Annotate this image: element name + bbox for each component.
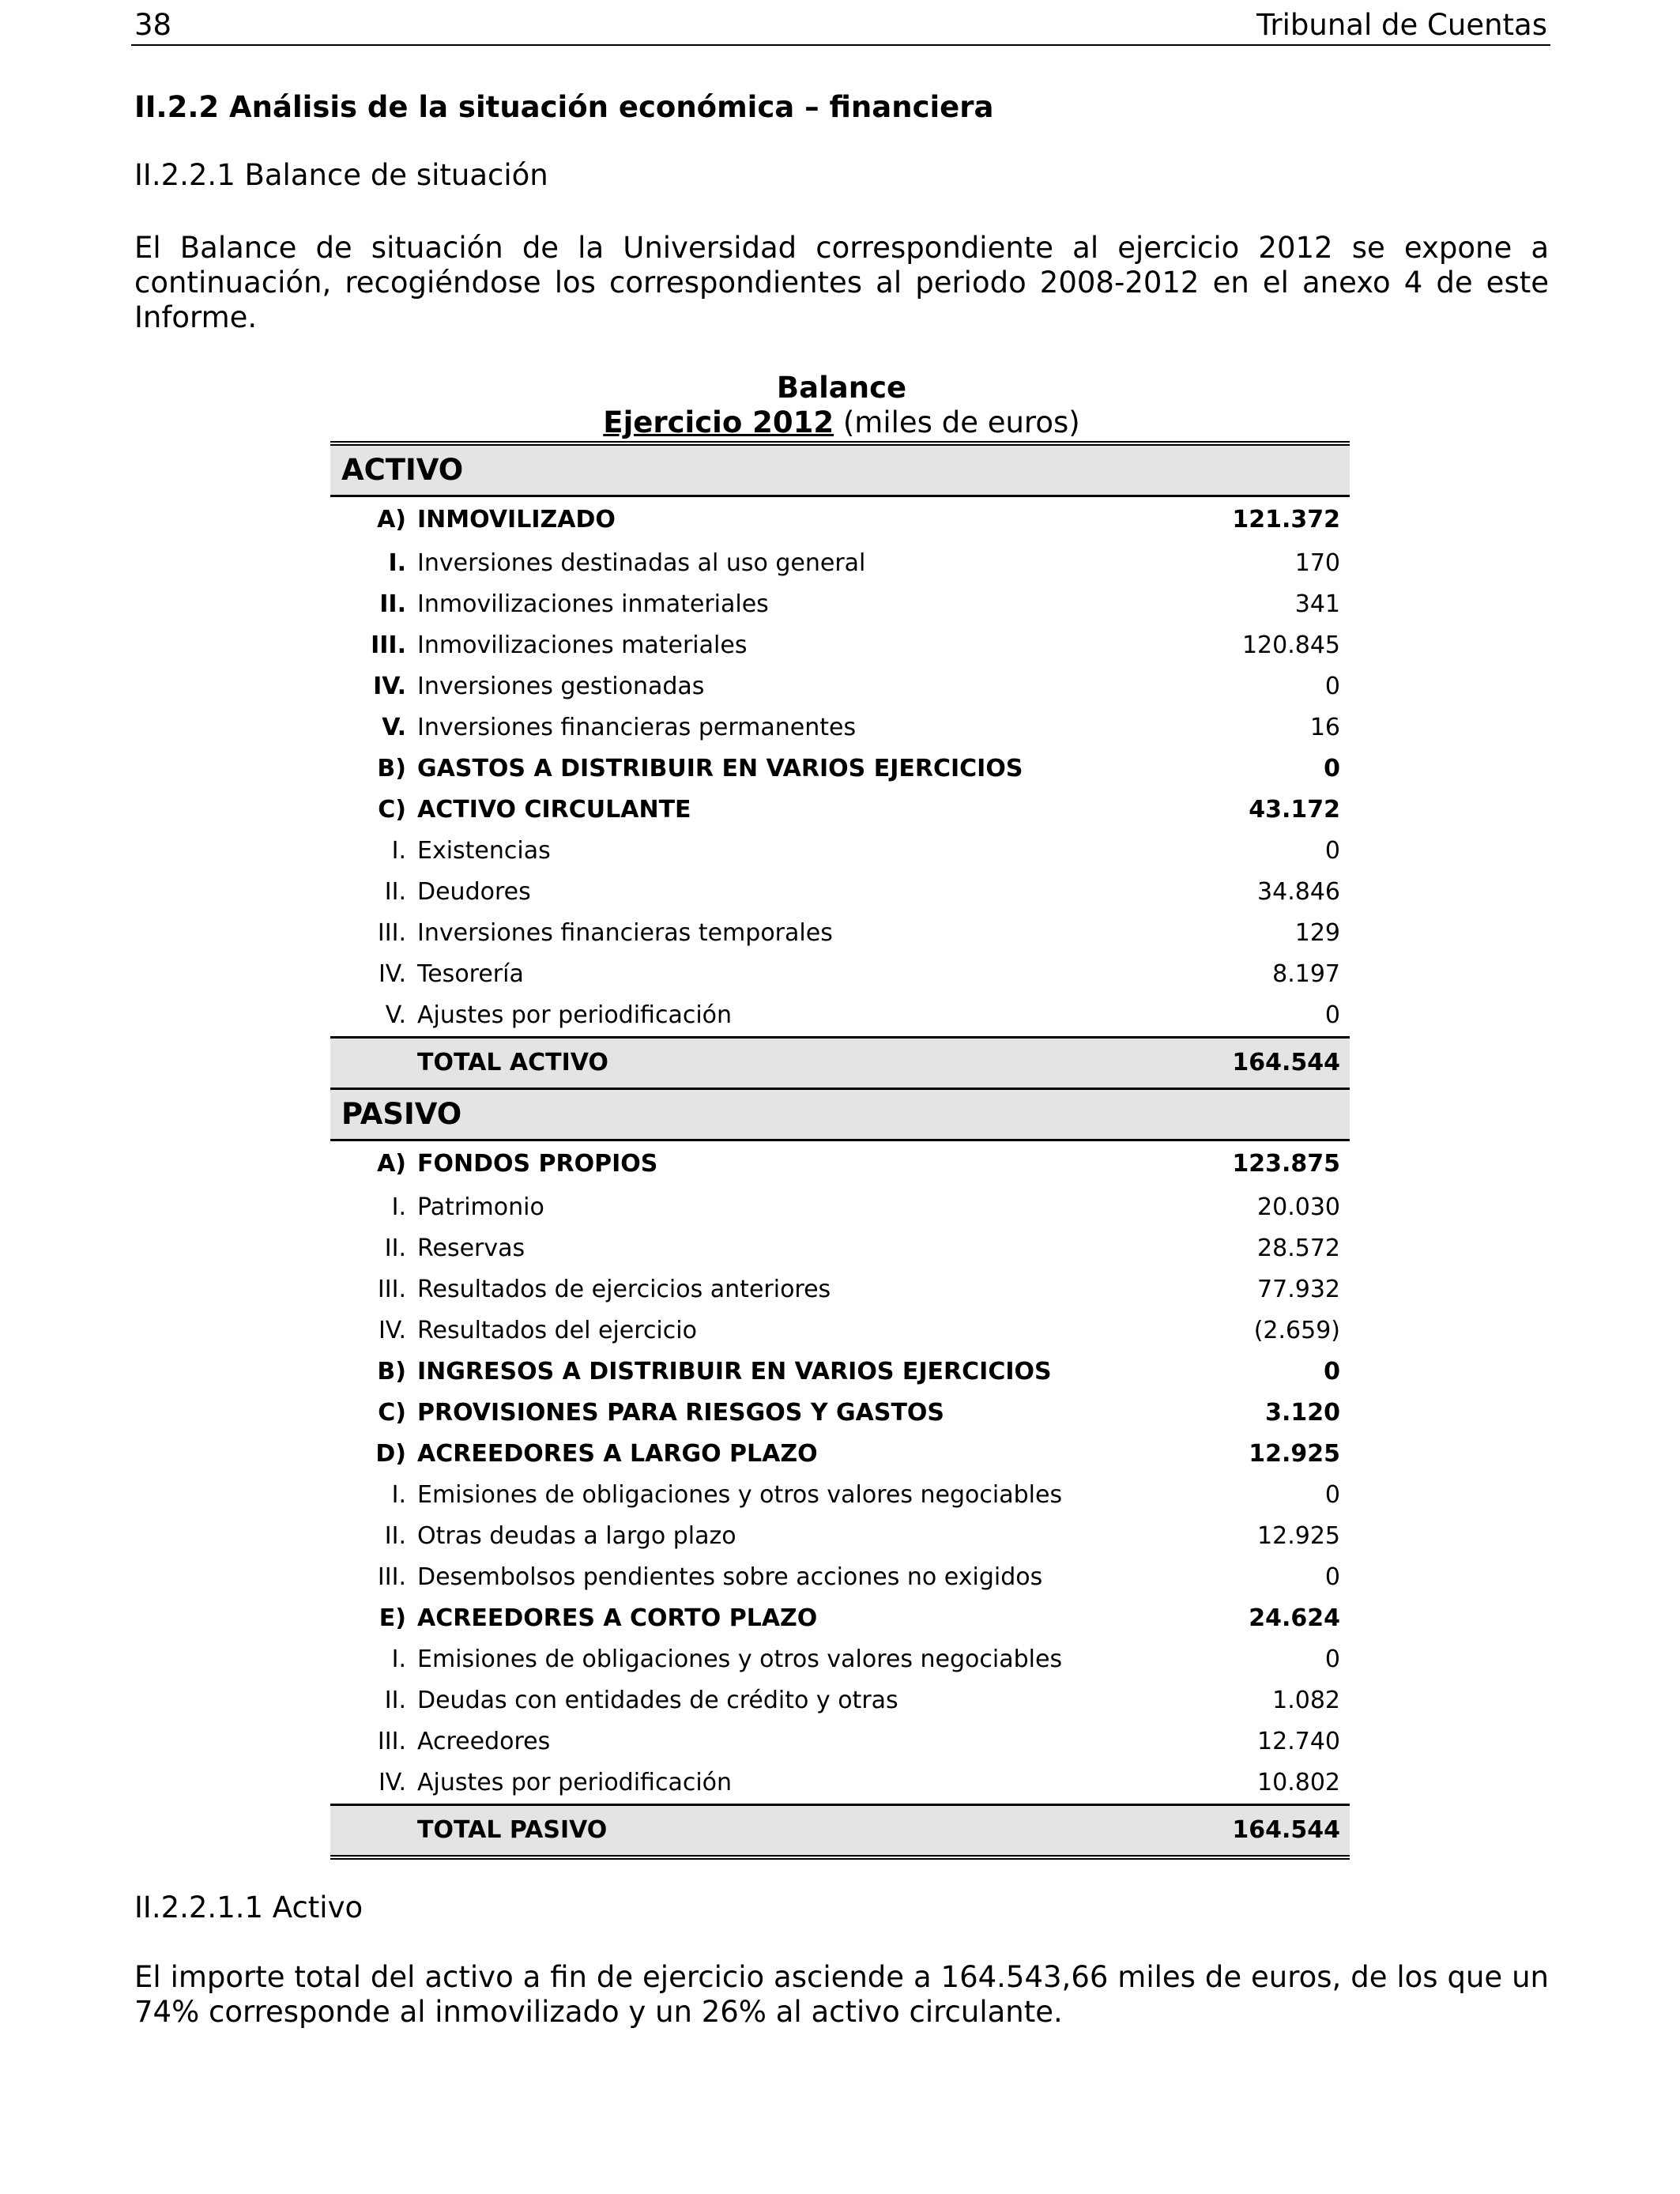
row-value: 0	[1324, 837, 1340, 865]
section-title: II.2.2 Análisis de la situación económica – financiera	[134, 90, 994, 124]
row-label: Ajustes por periodificación	[417, 1001, 733, 1029]
row-code: D)	[375, 1440, 406, 1468]
pasivo-heading-row	[330, 1089, 1350, 1140]
row-code: I.	[391, 1646, 406, 1673]
row-code: III.	[377, 1276, 406, 1303]
subsubsection-title: II.2.2.1.1 Activo	[134, 1891, 363, 1924]
row-label: Resultados de ejercicios anteriores	[417, 1276, 831, 1303]
row-label: Resultados del ejercicio	[417, 1317, 697, 1344]
row-code: C)	[378, 1399, 406, 1427]
row-label: Emisiones de obligaciones y otros valores negociables	[417, 1646, 1063, 1673]
row-value: 77.932	[1257, 1276, 1340, 1303]
table-row	[330, 748, 1350, 790]
row-value: 1.082	[1272, 1687, 1340, 1714]
row-value: 12.740	[1257, 1728, 1340, 1755]
row-code: II.	[384, 1522, 406, 1550]
row-code: II.	[384, 1235, 406, 1262]
table-row	[330, 1557, 1350, 1598]
row-label: INMOVILIZADO	[417, 506, 616, 533]
row-value: 3.120	[1265, 1399, 1340, 1427]
caption-year: Ejercicio 2012	[603, 405, 834, 439]
row-label: Inversiones financieras temporales	[417, 919, 833, 947]
activo-heading: ACTIVO	[330, 443, 1350, 496]
row-label: Tesorería	[417, 960, 524, 988]
row-value: 12.925	[1249, 1440, 1340, 1468]
row-code: II.	[379, 590, 406, 618]
row-code: III.	[377, 919, 406, 947]
table-row	[330, 1680, 1350, 1721]
activo-heading-row	[330, 443, 1350, 496]
row-label: Acreedores	[417, 1728, 551, 1755]
balance-table	[330, 441, 1350, 1860]
running-title: Tribunal de Cuentas	[1256, 8, 1547, 42]
row-code: B)	[377, 755, 406, 782]
row-value: 0	[1324, 1001, 1340, 1029]
closing-paragraph: El importe total del activo a fin de ejercicio asciende a 164.543,66 miles de euros, de los que un 74% corresponde al inmovilizado y un 26% al activo circulante.	[134, 1960, 1549, 2029]
row-code: II.	[384, 1687, 406, 1714]
table-row	[330, 1434, 1350, 1475]
row-value: 12.925	[1257, 1522, 1340, 1550]
row-label: Deudas con entidades de crédito y otras	[417, 1687, 898, 1714]
row-value: 0	[1324, 1563, 1340, 1591]
row-code: E)	[379, 1604, 406, 1632]
row-value: 20.030	[1257, 1193, 1340, 1221]
row-code: I.	[388, 549, 406, 577]
row-value: 129	[1294, 919, 1340, 947]
row-code: III.	[377, 1563, 406, 1591]
row-label: ACTIVO CIRCULANTE	[417, 796, 691, 824]
table-row	[330, 584, 1350, 625]
row-value: (2.659)	[1253, 1317, 1340, 1344]
row-value: 120.845	[1241, 631, 1340, 659]
row-label: Inversiones destinadas al uso general	[417, 549, 866, 577]
total-spacer	[330, 1805, 417, 1858]
row-code: III.	[377, 1728, 406, 1755]
row-code: I.	[391, 837, 406, 865]
row-value: 43.172	[1249, 796, 1340, 824]
row-code: III.	[371, 631, 406, 659]
table-row	[330, 1598, 1350, 1639]
row-value: 0	[1324, 673, 1340, 700]
row-code: I.	[391, 1481, 406, 1509]
table-row	[330, 707, 1350, 748]
row-value: 0	[1324, 1646, 1340, 1673]
page-number: 38	[134, 8, 172, 42]
table-row	[330, 995, 1350, 1038]
table-row	[330, 625, 1350, 666]
table-row	[330, 666, 1350, 707]
row-label: Deudores	[417, 878, 531, 906]
row-label: GASTOS A DISTRIBUIR EN VARIOS EJERCICIOS	[417, 755, 1023, 782]
row-code: IV.	[378, 960, 406, 988]
table-row	[330, 496, 1350, 544]
table-row	[330, 1310, 1350, 1351]
row-code: IV.	[373, 673, 406, 700]
table-row	[330, 790, 1350, 831]
row-value: 10.802	[1257, 1769, 1340, 1796]
row-label: Inmovilizaciones materiales	[417, 631, 748, 659]
pasivo-heading: PASIVO	[330, 1089, 1350, 1140]
table-row	[330, 1228, 1350, 1269]
row-code: IV.	[378, 1769, 406, 1796]
row-label: Inversiones gestionadas	[417, 673, 705, 700]
table-caption-subtitle	[332, 405, 1351, 440]
row-code: A)	[377, 1150, 406, 1178]
row-code: IV.	[378, 1317, 406, 1344]
row-label: Patrimonio	[417, 1193, 544, 1221]
row-code: C)	[378, 796, 406, 824]
total-label: TOTAL PASIVO	[417, 1805, 1152, 1858]
total-label: TOTAL ACTIVO	[417, 1038, 1152, 1089]
row-value: 8.197	[1272, 960, 1340, 988]
table-row	[330, 831, 1350, 872]
row-value: 24.624	[1249, 1604, 1340, 1632]
row-code: V.	[385, 1001, 406, 1029]
row-value: 28.572	[1257, 1235, 1340, 1262]
table-row	[330, 1516, 1350, 1557]
table-row	[330, 1351, 1350, 1393]
row-label: Desembolsos pendientes sobre acciones no exigidos	[417, 1563, 1043, 1591]
row-code: II.	[384, 878, 406, 906]
row-label: Emisiones de obligaciones y otros valores negociables	[417, 1481, 1063, 1509]
table-row	[330, 1475, 1350, 1516]
table-row	[330, 1762, 1350, 1805]
total-value: 164.544	[1152, 1805, 1350, 1858]
row-label: ACREEDORES A LARGO PLAZO	[417, 1440, 818, 1468]
row-value: 123.875	[1232, 1150, 1340, 1178]
row-label: Inversiones financieras permanentes	[417, 714, 857, 741]
table-row	[330, 1393, 1350, 1434]
activo-total-row	[330, 1038, 1350, 1089]
table-row	[330, 1187, 1350, 1228]
row-value: 34.846	[1257, 878, 1340, 906]
row-label: Ajustes por periodificación	[417, 1769, 733, 1796]
row-value: 341	[1294, 590, 1340, 618]
row-label: ACREEDORES A CORTO PLAZO	[417, 1604, 818, 1632]
row-value: 16	[1309, 714, 1340, 741]
intro-paragraph: El Balance de situación de la Universidad correspondiente al ejercicio 2012 se expone a continuación, recogiéndose los correspondientes al periodo 2008-2012 en el anexo 4 de este Informe.	[134, 231, 1549, 334]
row-label: Otras deudas a largo plazo	[417, 1522, 736, 1550]
total-spacer	[330, 1038, 417, 1089]
row-code: A)	[377, 506, 406, 533]
page-header	[131, 6, 1550, 46]
row-value: 0	[1324, 1481, 1340, 1509]
subsection-title: II.2.2.1 Balance de situación	[134, 158, 548, 192]
table-row	[330, 1721, 1350, 1762]
row-code: V.	[382, 714, 406, 741]
row-label: Inmovilizaciones inmateriales	[417, 590, 769, 618]
table-row	[330, 872, 1350, 913]
table-row	[330, 1140, 1350, 1188]
total-value: 164.544	[1152, 1038, 1350, 1089]
table-row	[330, 543, 1350, 584]
row-value: 121.372	[1232, 506, 1340, 533]
row-label: Existencias	[417, 837, 551, 865]
caption-units: (miles de euros)	[834, 405, 1080, 439]
row-code: I.	[391, 1193, 406, 1221]
table-caption-title: Balance	[776, 371, 907, 405]
row-label: PROVISIONES PARA RIESGOS Y GASTOS	[417, 1399, 945, 1427]
row-value: 170	[1294, 549, 1340, 577]
row-label: FONDOS PROPIOS	[417, 1150, 658, 1178]
row-label: INGRESOS A DISTRIBUIR EN VARIOS EJERCICIOS	[417, 1358, 1052, 1385]
row-label: Reservas	[417, 1235, 525, 1262]
row-code: B)	[377, 1358, 406, 1385]
table-row	[330, 1639, 1350, 1680]
table-row	[330, 1269, 1350, 1310]
pasivo-total-row	[330, 1805, 1350, 1858]
table-row	[330, 954, 1350, 995]
table-row	[330, 913, 1350, 954]
row-value: 0	[1324, 755, 1340, 782]
row-value: 0	[1324, 1358, 1340, 1385]
